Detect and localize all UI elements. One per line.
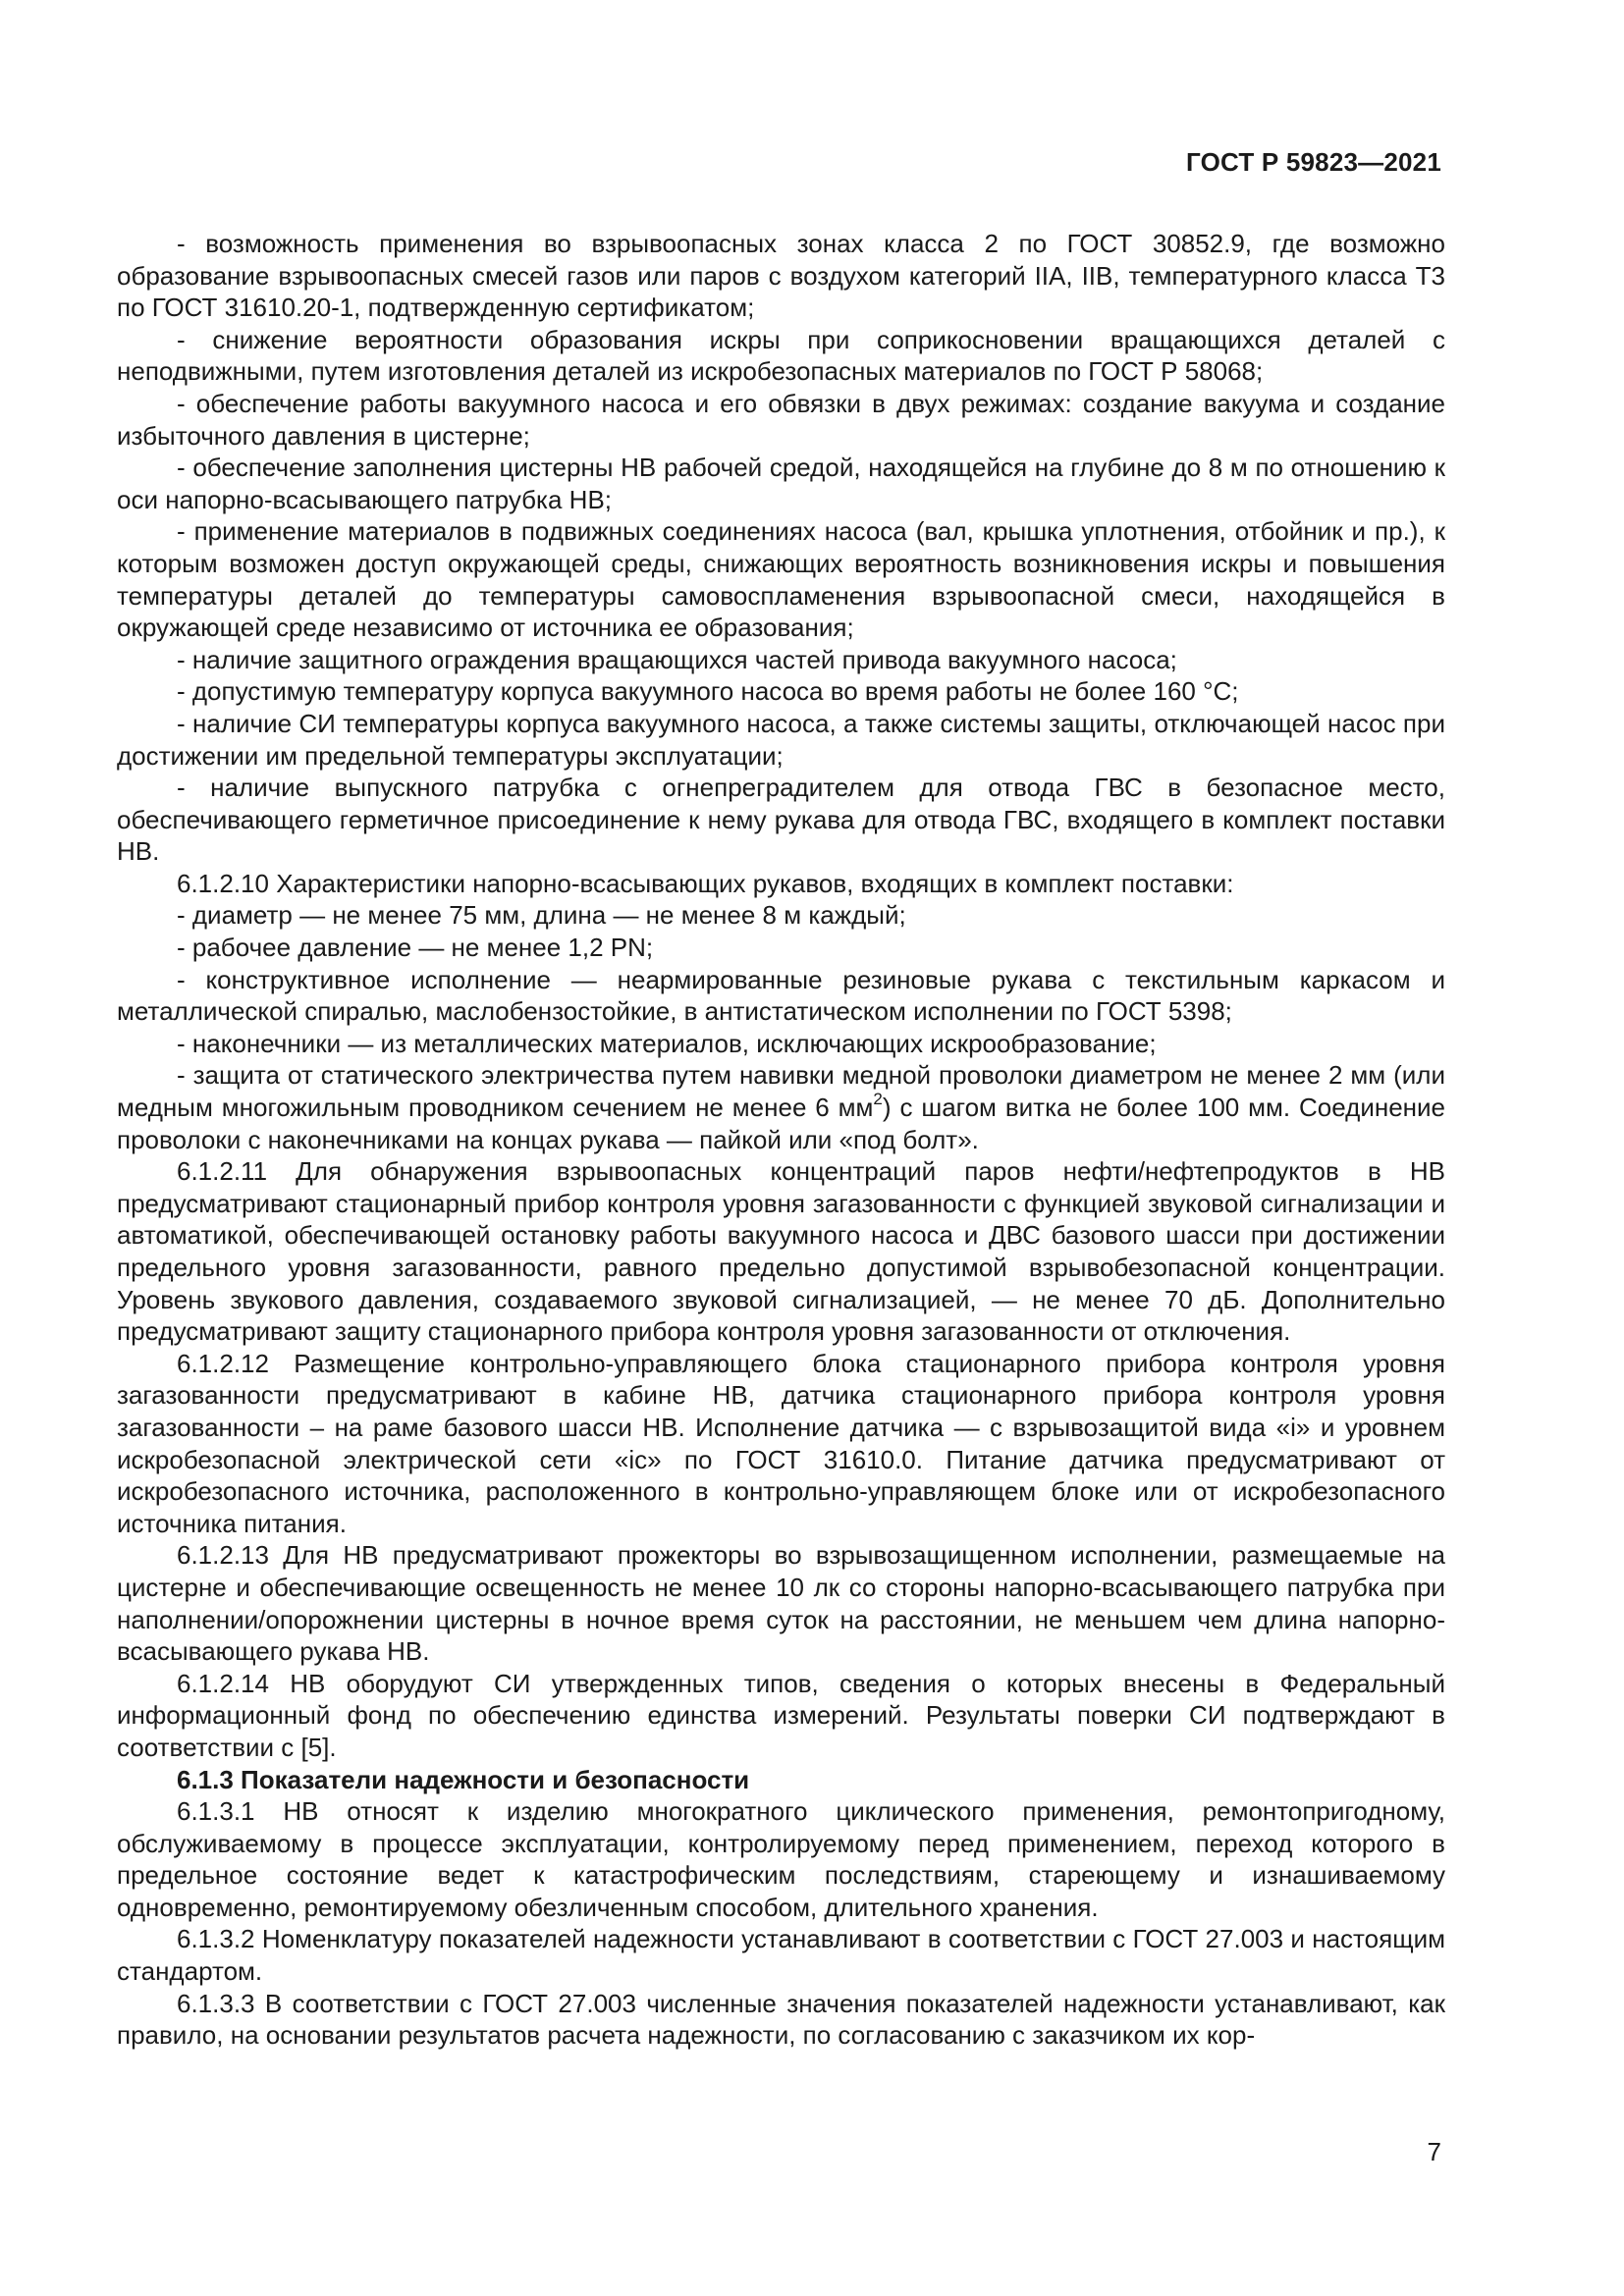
paragraph: - обеспечение заполнения цистерны НВ рабочей средой, находящейся на глубине до 8 м по отношению к оси напорно-всасывающего патрубка НВ;: [117, 453, 1445, 514]
paragraph: - применение материалов в подвижных соединениях насоса (вал, крышка уплотнения, отбойник и пр.), к которым возможен доступ окружающей среды, снижающих вероятность возникновения искры и повышения температуры деталей до температуры самовоспламенения взрывоопасной смеси, находящейся в окружающей среде независимо от источника ее образования;: [117, 516, 1445, 643]
page-number: 7: [1427, 2137, 1441, 2166]
paragraph: - конструктивное исполнение — неармированные резиновые рукава с текстильным каркасом и металлической спиралью, маслобензостойкие, в антистатическом исполнении по ГОСТ 5398;: [117, 964, 1445, 1027]
superscript: 2: [873, 1090, 883, 1109]
paragraph: - наличие защитного ограждения вращающихся частей привода вакуумного насоса;: [177, 644, 1177, 674]
paragraph: - наличие выпускного патрубка с огнепреградителем для отвода ГВС в безопасное место, обеспечивающего герметичное присоединение к нему рукава для отвода ГВС, входящего в комплект поставки НВ.: [117, 773, 1445, 867]
document-code-header: ГОСТ Р 59823—2021: [1186, 147, 1441, 177]
clause-6-1-2-10: 6.1.2.10 Характеристики напорно-всасывающих рукавов, входящих в комплект поставки:: [177, 868, 1234, 898]
clause-6-1-3-1: 6.1.3.1 НВ относят к изделию многократного циклического применения, ремонтопригодному, обслуживаемому в процессе эксплуатации, контролируемому перед применением, переход которого в предельное состояние ведет к катастрофическим последствиям, стареющему и изнашиваемому одновременно, ремонтируемому обезличенным способом, длительного хранения.: [117, 1796, 1445, 1922]
paragraph: - допустимую температуру корпуса вакуумного насоса во время работы не более 160 °С;: [177, 676, 1239, 707]
paragraph: - наконечники — из металлических материалов, исключающих искрообразование;: [177, 1028, 1157, 1058]
paragraph: - снижение вероятности образования искры при соприкосновении вращающихся деталей с неподвижными, путем изготовления деталей из искробезопасных материалов по ГОСТ Р 58068;: [117, 324, 1445, 387]
clause-6-1-2-14: 6.1.2.14 НВ оборудуют СИ утвержденных типов, сведения о которых внесены в Федеральный информационный фонд по обеспечению единства измерений. Результаты поверки СИ подтверждают в соответствии с [5].: [117, 1668, 1445, 1762]
document-body: [117, 228, 1445, 2052]
clause-6-1-2-13: 6.1.2.13 Для НВ предусматривают прожекторы во взрывозащищенном исполнении, размещаемые на цистерне и обеспечивающие освещенность не менее 10 лк со стороны напорно-всасывающего патрубка при наполнении/опорожнении цистерны в ночное время суток на расстоянии, не меньшем чем длина напорно-всасывающего рукава НВ.: [117, 1540, 1445, 1667]
paragraph: - наличие СИ температуры корпуса вакуумного насоса, а также системы защиты, отключающей насос при достижении им предельной температуры эксплуатации;: [117, 708, 1445, 771]
clause-6-1-2-12: 6.1.2.12 Размещение контрольно-управляющего блока стационарного прибора контроля уровня загазованности предусматривают в кабине НВ, датчика стационарного прибора контроля уровня загазованности – на раме базового шасси НВ. Исполнение датчика — с взрывозащитой вида «i» и уровнем искробезопасной электрической сети «ic» по ГОСТ 31610.0. Питание датчика предусматривают от искробезопасного источника, расположенного в контрольно-управляющем блоке или от искробезопасного источника питания.: [117, 1348, 1445, 1538]
section-heading-6-1-3: 6.1.3 Показатели надежности и безопасности: [177, 1764, 750, 1794]
clause-6-1-2-11: 6.1.2.11 Для обнаружения взрывоопасных концентраций паров нефти/нефтепродуктов в НВ предусматривают стационарный прибор контроля уровня загазованности с функцией звуковой сигнализации и автоматикой, обеспечивающей остановку работы вакуумного насоса и ДВС базового шасси при достижении предельного уровня загазованности, равного предельно допустимой взрывобезопасной концентрации. Уровень звукового давления, создаваемого звуковой сигнализацией, — не менее 70 дБ. Дополнительно предусматривают защиту стационарного прибора контроля уровня загазованности от отключения.: [117, 1156, 1445, 1347]
paragraph: - диаметр — не менее 75 мм, длина — не менее 8 м каждый;: [177, 900, 906, 931]
paragraph: - обеспечение работы вакуумного насоса и его обвязки в двух режимах: создание вакуума и создание избыточного давления в цистерне;: [117, 388, 1445, 451]
paragraph: - возможность применения во взрывоопасных зонах класса 2 по ГОСТ 30852.9, где возможно образование взрывоопасных смесей газов или паров с воздухом категорий IIA, IIB, температурного класса Т3 по ГОСТ 31610.20-1, подтвержденную сертификатом;: [117, 229, 1445, 323]
paragraph-with-superscript: [117, 1059, 1445, 1155]
clause-6-1-3-3: 6.1.3.3 В соответствии с ГОСТ 27.003 численные значения показателей надежности устанавливают, как правило, на основании результатов расчета надежности, по согласованию с заказчиком их кор-: [117, 1988, 1445, 2051]
paragraph: - рабочее давление — не менее 1,2 PN;: [177, 933, 654, 963]
clause-6-1-3-2: 6.1.3.2 Номенклатуру показателей надежности устанавливают в соответствии с ГОСТ 27.003 и настоящим стандартом.: [117, 1924, 1445, 1987]
paragraph-text-before: - защита от статического электричества путем навивки медной проволоки диаметром не менее 2 мм (или медным многожильным проводником сечением не менее 6 мм: [117, 1060, 1445, 1123]
paragraph-text-after: ) с шагом витка не более 100 мм. Соединение проволоки с наконечниками на концах рукава — пайкой или «под болт».: [117, 1093, 1446, 1154]
